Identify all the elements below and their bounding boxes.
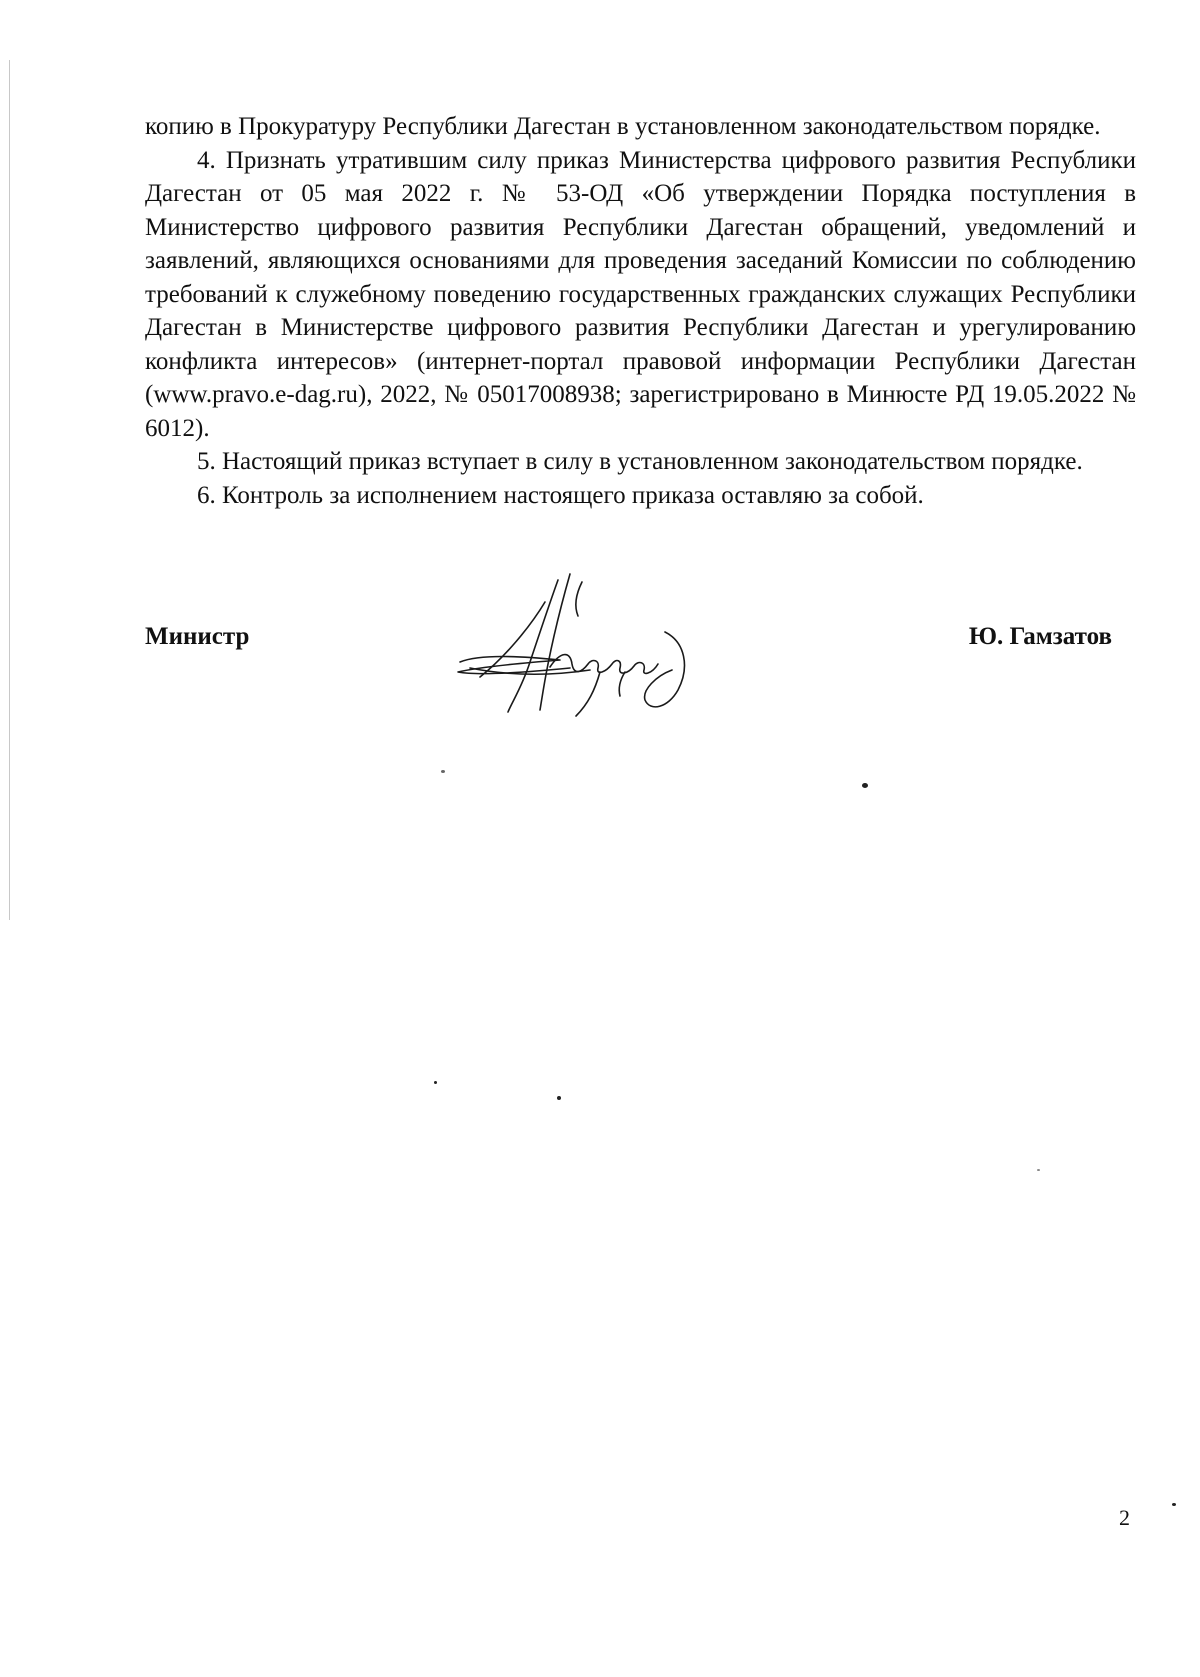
paragraph-continuation: копию в Прокуратуру Республики Дагестан в установленном законодательством порядке. xyxy=(145,113,1101,140)
paragraph-item-4: 4. Признать утратившим силу приказ Министерства цифрового развития Республики Дагестан от 05 мая 2022 г. № 53-ОД «Об утверждении Порядка поступления в Министерство цифрового развития Республики Дагестан обращений, уведомлений и заявлений, являющихся основаниями для проведения заседаний Комиссии по соблюдению требований к служебному поведению государственных гражданских служащих Республики Дагестан в Министерстве цифрового развития Республики Дагестан и урегулированию конфликта интересов» (интернет-портал правовой информации Республики Дагестан (www.pravo.e-dag.ru), 2022, № 05017008938; зарегистрировано в Минюсте РД 19.05.2022 № 6012). xyxy=(145,146,1136,442)
scan-speck xyxy=(441,770,445,773)
scan-speck xyxy=(862,783,868,788)
scan-speck xyxy=(1037,1169,1040,1171)
scan-speck xyxy=(1172,1503,1176,1506)
handwritten-signature xyxy=(450,572,730,752)
signatory-name: Ю. Гамзатов xyxy=(968,623,1112,650)
scan-speck xyxy=(557,1096,561,1100)
signatory-title: Министр xyxy=(145,623,250,650)
paragraph-item-6: 6. Контроль за исполнением настоящего приказа оставляю за собой. xyxy=(197,481,924,509)
scan-speck xyxy=(434,1081,437,1084)
scan-edge-line xyxy=(9,60,10,920)
page-number: 2 xyxy=(1119,1505,1130,1530)
paragraph-item-5: 5. Настоящий приказ вступает в силу в установленном законодательством порядке. xyxy=(197,448,1083,475)
document-body xyxy=(145,110,1136,512)
